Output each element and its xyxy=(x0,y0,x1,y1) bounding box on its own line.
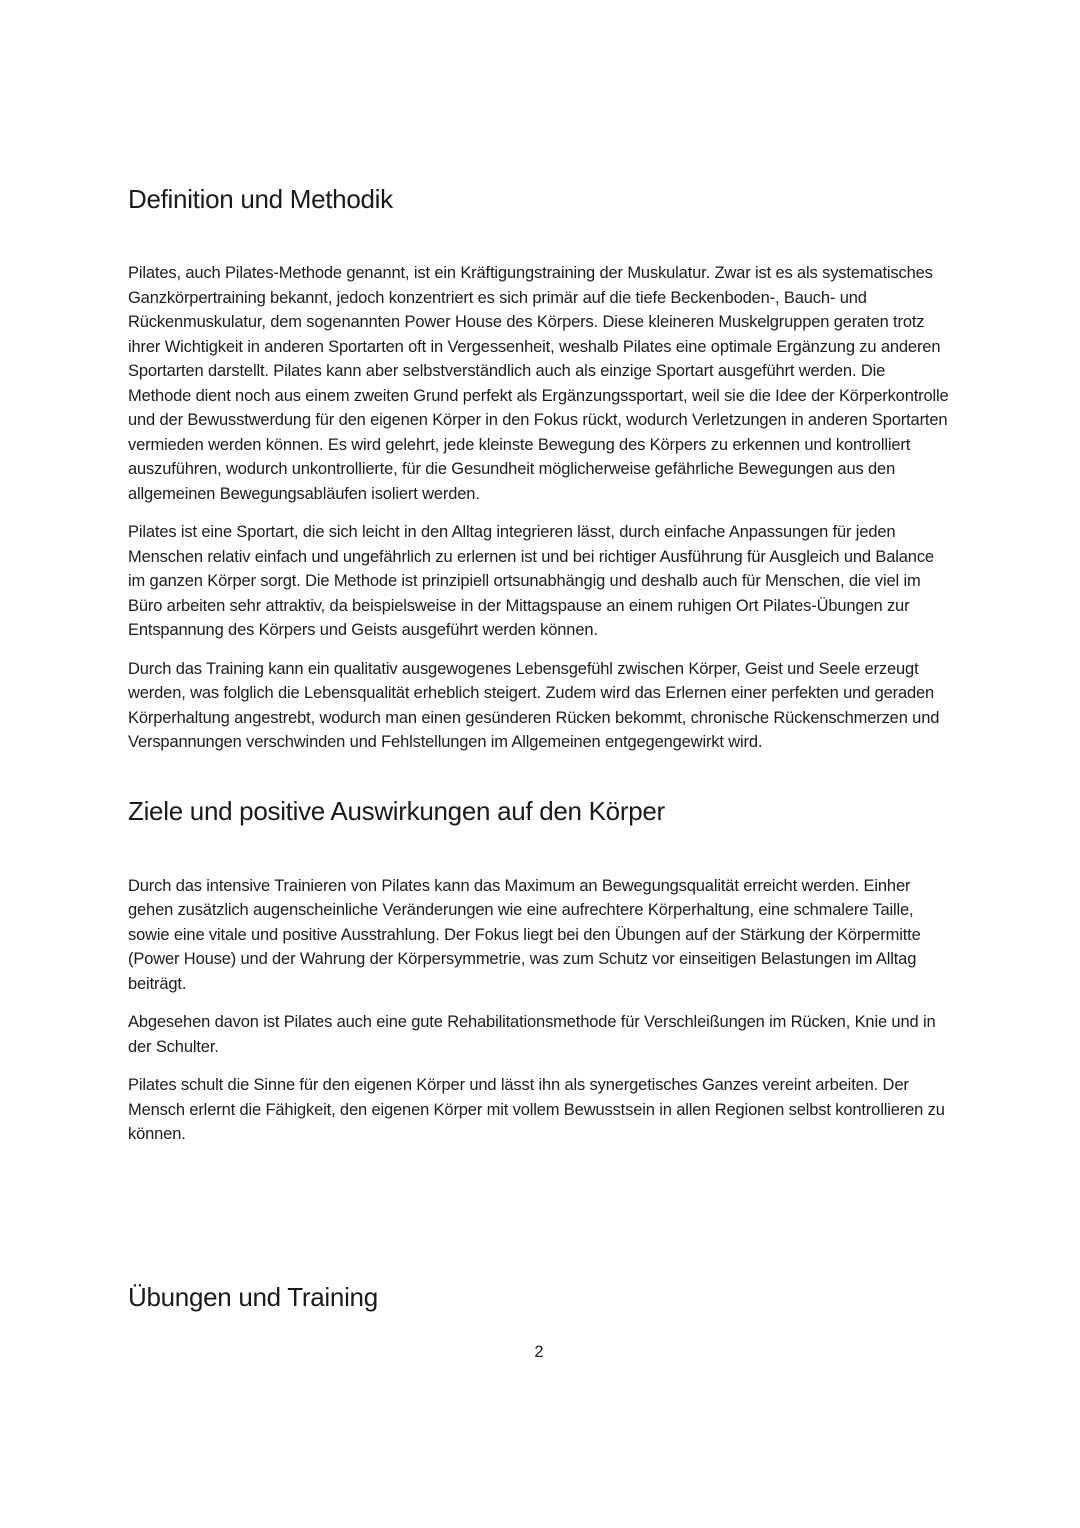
page-number: 2 xyxy=(534,1342,544,1361)
paragraph-ziele-3: Pilates schult die Sinne für den eigenen Körper und lässt ihn als synergetisches Ganzes vereint arbeiten. Der Mensch erlernt die Fähigkeit, den eigenen Körper mit vollem Bewusstsein in allen Regionen selbst kontrollieren zu können. xyxy=(128,1076,945,1143)
paragraph-ziele-2: Abgesehen davon ist Pilates auch eine gute Rehabilitationsmethode für Verschleißungen im Rücken, Knie und in der Schulter. xyxy=(128,1013,936,1056)
section-heading-ziele-und-auswirkungen: Ziele und positive Auswirkungen auf den Körper xyxy=(128,795,665,826)
paragraph-definition-3: Durch das Training kann ein qualitativ ausgewogenes Lebensgefühl zwischen Körper, Geist und Seele erzeugt werden, was folglich die Lebensqualität erheblich steigert. Zudem wird das Erlernen einer perfekten und geraden Körperhaltung angestrebt, wodurch man einen gesünderen Rücken bekommt, chronische Rückenschmerzen und Verspannungen verschwinden und Fehlstellungen im Allgemeinen entgegengewirkt wird. xyxy=(128,659,940,751)
paragraph-definition-1: Pilates, auch Pilates-Methode genannt, ist ein Kräftigungstraining der Muskulatur. Zwar ist es als systematisches Ganzkörpertraining bekannt, jedoch konzentriert es sich primär auf die tiefe Beckenboden-, Bauch- und Rückenmuskulatur, dem sogenannten Power House des Körpers. Diese kleineren Muskelgruppen geraten trotz ihrer Wichtigkeit in anderen Sportarten oft in Vergessenheit, weshalb Pilates eine optimale Ergänzung zu anderen Sportarten darstellt. Pilates kann aber selbstverständlich auch als einzige Sportart ausgeführt werden. Die Methode dient noch aus einem zweiten Grund perfekt als Ergänzungssportart, weil sie die Idee der Körperkontrolle und der Bewusstwerdung für den eigenen Körper in den Fokus rückt, wodurch Verletzungen in anderen Sportarten vermieden werden können. Es wird gelehrt, jede kleinste Bewegung des Körpers zu erkennen und kontrolliert auszuführen, wodurch unkontrollierte, für die Gesundheit möglicherweise gefährliche Bewegungen aus den allgemeinen Bewegungsabläufen isoliert werden. xyxy=(128,264,949,503)
section-definition-und-methodik xyxy=(128,183,950,755)
section-heading-uebungen-und-training: Übungen und Training xyxy=(128,1281,378,1312)
section-ziele-und-auswirkungen xyxy=(128,795,950,1147)
section-heading-definition-und-methodik: Definition und Methodik xyxy=(128,184,393,214)
paragraph-ziele-1: Durch das intensive Trainieren von Pilates kann das Maximum an Bewegungsqualität erreicht werden. Einher gehen zusätzlich augenscheinliche Veränderungen wie eine aufrechtere Körperhaltung, eine schmalere Taille, sowie eine vitale und positive Ausstrahlung. Der Fokus liegt bei den Übungen auf der Stärkung der Körpermitte (Power House) und der Wahrung der Körpersymmetrie, was zum Schutz vor einseitigen Belastungen im Alltag beiträgt. xyxy=(128,876,921,993)
section-uebungen-und-training xyxy=(128,1281,950,1314)
paragraph-definition-2: Pilates ist eine Sportart, die sich leicht in den Alltag integrieren lässt, durch einfache Anpassungen für jeden Menschen relativ einfach und ungefährlich zu erlernen ist und bei richtiger Ausführung für Ausgleich und Balance im ganzen Körper sorgt. Die Methode ist prinzipiell ortsunabhängig und deshalb auch für Menschen, die viel im Büro arbeiten sehr attraktiv, da beispielsweise in der Mittagspause an einem ruhigen Ort Pilates-Übungen zur Entspannung des Körpers und Geists ausgeführt werden können. xyxy=(128,523,934,639)
